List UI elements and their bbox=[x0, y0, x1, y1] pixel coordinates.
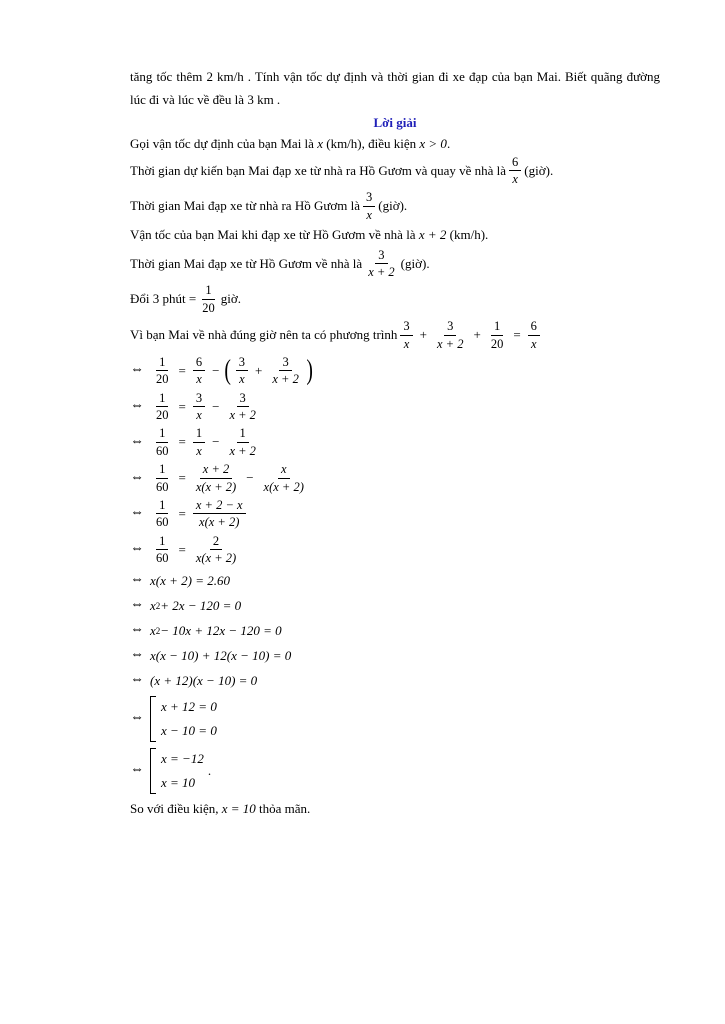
fraction: $\frac{3}{x}$ bbox=[363, 190, 375, 222]
step-2: ⇔ $\frac{1}{20}$ = $\frac{3}{x}$ − $\frac{3}{x + 2}$ bbox=[130, 390, 256, 423]
step-10: ⇔ x(x − 10) + 12(x − 10) = 0 bbox=[130, 647, 292, 663]
step-1: ⇔ $\frac{1}{20}$ = $\frac{6}{x}$ − ( $\frac{3}{x}$ + $\frac{3}{x + 2}$ ) bbox=[130, 354, 313, 387]
solution-heading: Lời giải bbox=[373, 114, 417, 130]
fraction: $\frac{6}{x}$ bbox=[509, 155, 521, 187]
fraction: $\frac{6}{x}$ bbox=[528, 319, 540, 351]
fraction: $\frac{3}{x}$ bbox=[400, 319, 412, 351]
solution-content bbox=[130, 66, 660, 817]
return-time-line: Thời gian Mai đạp xe từ Hồ Gươm về nhà là $\frac{3}{x + 2}$ (giờ). bbox=[130, 247, 430, 280]
step-12: ⇔ x + 12 = 0 x − 10 = 0 bbox=[130, 696, 660, 742]
step-13: ⇔ x = −12 x = 10 . bbox=[130, 748, 660, 794]
equation-line: Vì bạn Mai về nhà đúng giờ nên ta có phương trình $\frac{3}{x}$ + $\frac{3}{x + 2}$ + $\frac{1}{20}$ = $\frac{6}{x}$ bbox=[130, 319, 660, 351]
problem-statement: tăng tốc thêm 2 km/h . Tính vận tốc dự định và thời gian đi xe đạp của bạn Mai. Biết quãng đường lúc đi và lúc về đều là 3 km . bbox=[130, 69, 660, 107]
fraction: $\frac{3}{x + 2}$ bbox=[436, 319, 464, 351]
planned-time-line: Thời gian dự kiến bạn Mai đạp xe từ nhà ra Hồ Gươm và quay về nhà là $\frac{6}{x}$ (giờ). bbox=[130, 154, 554, 186]
square-bracket bbox=[150, 748, 156, 794]
step-9: ⇔ x 2 − 10x + 12x − 120 = 0 bbox=[130, 622, 282, 638]
fraction: $\frac{3}{x + 2}$ bbox=[368, 247, 395, 280]
step-6: ⇔ $\frac{1}{60}$ = $\frac{2}{x(x + 2)}$ bbox=[130, 533, 237, 566]
step-4: ⇔ $\frac{1}{60}$ = $\frac{x + 2}{x(x + 2)}$ − $\frac{x}{x(x + 2)}$ bbox=[130, 462, 304, 494]
iff-symbol: ⇔ bbox=[130, 362, 144, 378]
problem-text bbox=[130, 66, 660, 112]
convert-minutes-line: Đổi 3 phút = $\frac{1}{20}$ giờ. bbox=[130, 283, 241, 315]
bracket-system: x + 12 = 0 x − 10 = 0 bbox=[150, 696, 217, 742]
define-variable-line: Gọi vận tốc dự định của bạn Mai là x (km/h), điều kiện x > 0 . bbox=[130, 136, 451, 152]
step-11: ⇔ (x + 12)(x − 10) = 0 bbox=[130, 671, 258, 688]
step-7: ⇔ x(x + 2) = 2.60 bbox=[130, 572, 230, 589]
step-5: ⇔ $\frac{1}{60}$ = $\frac{x + 2 - x}{x(x + 2)}$ bbox=[130, 498, 660, 530]
fraction: $\frac{1}{20}$ bbox=[202, 283, 215, 315]
outbound-time-line: Thời gian Mai đạp xe từ nhà ra Hồ Gươm là $\frac{3}{x}$ (giờ). bbox=[130, 190, 408, 222]
fraction: $\frac{1}{20}$ bbox=[490, 319, 504, 351]
bracket-system: x = −12 x = 10 bbox=[150, 748, 204, 794]
conclusion-line: So với điều kiện, x = 10 thỏa mãn. bbox=[130, 800, 311, 816]
square-bracket bbox=[150, 696, 156, 742]
step-3: ⇔ $\frac{1}{60}$ = $\frac{1}{x}$ − $\frac{1}{x + 2}$ bbox=[130, 426, 256, 458]
return-speed-line: Vận tốc của bạn Mai khi đạp xe từ Hồ Gươm về nhà là x + 2 (km/h). bbox=[130, 227, 489, 243]
step-8: ⇔ x 2 + 2x − 120 = 0 bbox=[130, 597, 242, 613]
